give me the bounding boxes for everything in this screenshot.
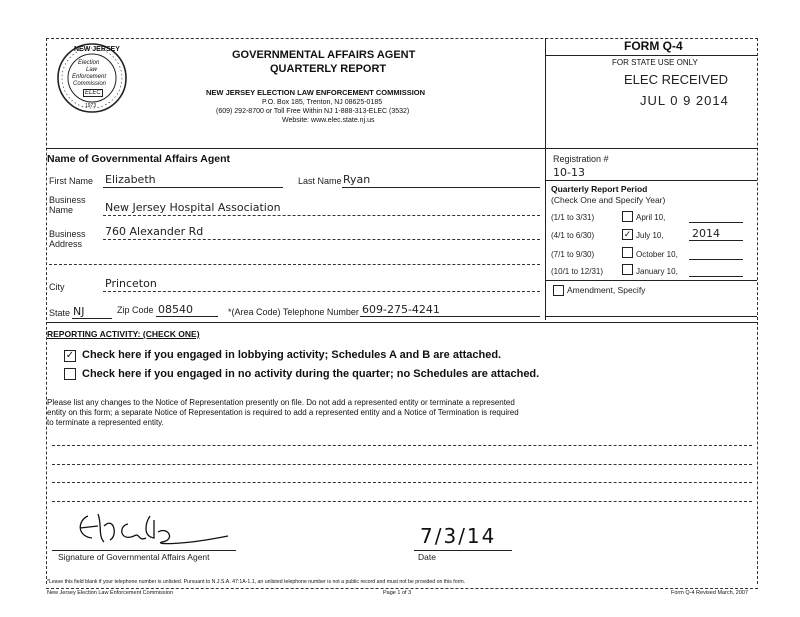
reporting-title: REPORTING ACTIVITY: (CHECK ONE) <box>47 329 200 339</box>
footer-right: Form Q-4 Revised March, 2007 <box>671 590 749 596</box>
agency-phone: (609) 292-8700 or Toll Free Within NJ 1-888-313-ELEC (3532) <box>216 108 410 115</box>
agency-name: NEW JERSEY ELECTION LAW ENFORCEMENT COMMISSION <box>206 88 426 97</box>
last-name-label: Last Name <box>298 176 342 186</box>
amendment-top-line <box>545 280 757 281</box>
seal-top-text: NEW JERSEY <box>74 46 120 53</box>
amendment-checkbox[interactable] <box>553 285 564 296</box>
stamp-date: JUL 0 9 2014 <box>640 93 729 108</box>
period-title: Quarterly Report Period <box>551 184 648 194</box>
period-range-q1: (1/1 to 3/31) <box>551 213 595 222</box>
agency-address: P.O. Box 185, Trenton, NJ 08625-0185 <box>262 99 383 106</box>
period-due-q4: January 10, <box>636 267 678 276</box>
city-label: City <box>49 282 65 292</box>
seal-line-2: Law <box>86 67 98 73</box>
period-due-q3: October 10, <box>636 250 678 259</box>
stamp-received: ELEC RECEIVED <box>624 72 729 87</box>
period-instruction: (Check One and Specify Year) <box>551 195 666 205</box>
seal-initials: ELEC <box>85 90 101 96</box>
last-name-value[interactable]: Ryan <box>343 173 371 186</box>
period-due-q2: July 10, <box>636 231 664 240</box>
state-line <box>72 318 112 319</box>
seal-line-1: Election <box>78 60 100 66</box>
header-bottom-line <box>46 148 758 149</box>
business-address-line-1 <box>103 239 540 240</box>
changes-line-3 <box>52 482 752 483</box>
form-title-line-2: QUARTERLY REPORT <box>270 63 387 75</box>
registration-divider <box>545 148 546 320</box>
city-line <box>103 291 540 292</box>
phone-value[interactable]: 609-275-4241 <box>362 303 440 316</box>
date-value[interactable]: 7/3/14 <box>420 524 497 548</box>
changes-line-2 <box>52 464 752 465</box>
signature-scribble <box>58 506 258 550</box>
seal-line-3: Enforcement <box>72 74 107 80</box>
registration-number[interactable]: 10-13 <box>553 166 585 179</box>
zip-line <box>156 316 218 317</box>
frame-right <box>757 38 758 584</box>
business-name-line <box>103 215 540 216</box>
changes-line-4 <box>52 501 752 502</box>
business-name-label-1: Business <box>49 195 86 205</box>
period-range-q3: (7/1 to 9/30) <box>551 250 595 259</box>
registration-label: Registration # <box>553 154 609 164</box>
date-label: Date <box>418 552 436 562</box>
form-id-underline <box>545 55 757 56</box>
date-line <box>414 550 512 551</box>
period-checkbox-q2[interactable]: ✓ <box>623 229 632 239</box>
period-year-line-q1 <box>689 222 743 223</box>
period-range-q4: (10/1 to 12/31) <box>551 267 604 276</box>
agent-section-title: Name of Governmental Affairs Agent <box>47 153 231 165</box>
period-year-line-q4 <box>689 276 743 277</box>
seal-year: 1973 <box>85 103 97 109</box>
zip-label: Zip Code <box>117 305 154 315</box>
elec-seal <box>56 42 128 114</box>
signature-label: Signature of Governmental Affairs Agent <box>58 552 210 562</box>
seal-line-4: Commission <box>73 81 107 87</box>
state-use-label: FOR STATE USE ONLY <box>612 58 698 67</box>
footer-note: *Leave this field blank if your telephone number is unlisted. Pursuant to N.J.S.A. 47:1A-1.1, an unlisted telephone number is not a public record and must not be provided on this form. <box>47 579 466 585</box>
period-range-q2: (4/1 to 6/30) <box>551 231 595 240</box>
zip-value[interactable]: 08540 <box>158 303 193 316</box>
period-checkbox-q1[interactable] <box>622 211 633 222</box>
no-activity-option-label: Check here if you engaged in no activity during the quarter; no Schedules are attached. <box>82 368 540 380</box>
footer-center: Page 1 of 3 <box>383 590 412 596</box>
period-checkbox-q4[interactable] <box>622 264 633 275</box>
phone-line <box>360 316 540 317</box>
period-year-line-q3 <box>689 259 743 260</box>
period-due-q1: April 10, <box>636 213 666 222</box>
no-activity-checkbox[interactable] <box>64 368 76 380</box>
business-address-value[interactable]: 760 Alexander Rd <box>105 225 204 238</box>
frame-left <box>46 38 47 584</box>
changes-text-line-3: to terminate a represented entity. <box>47 418 164 427</box>
changes-text-line-1: Please list any changes to the Notice of Representation presently on file. Do not add a represented entity or terminate a represented <box>47 398 515 407</box>
agency-website: Website: www.elec.state.nj.us <box>282 117 375 124</box>
lobbying-checkbox[interactable]: ✓ <box>65 350 75 361</box>
footer-left: New Jersey Election Law Enforcement Commission <box>47 590 173 596</box>
form-id: FORM Q-4 <box>624 39 683 53</box>
business-address-line-2 <box>49 264 540 265</box>
period-year-q2[interactable]: 2014 <box>692 227 720 240</box>
period-year-line-q2 <box>689 240 743 241</box>
business-name-value[interactable]: New Jersey Hospital Association <box>105 201 281 214</box>
last-name-line <box>342 187 540 188</box>
lobbying-option-label: Check here if you engaged in lobbying activity; Schedules A and B are attached. <box>82 349 502 361</box>
business-address-label-2: Address <box>49 239 83 249</box>
reporting-top-line <box>46 322 758 323</box>
amendment-label: Amendment, Specify <box>567 285 646 295</box>
registration-line <box>545 180 757 181</box>
first-name-label: First Name <box>49 176 94 186</box>
phone-label: *(Area Code) Telephone Number <box>228 307 359 317</box>
business-name-label-2: Name <box>49 205 74 215</box>
first-name-value[interactable]: Elizabeth <box>105 173 156 186</box>
signature-line <box>52 550 236 551</box>
city-value[interactable]: Princeton <box>105 277 157 290</box>
amendment-line <box>545 316 757 317</box>
changes-text-line-2: entity on this form; a separate Notice of Representation is required to add a represented entity and a Notice of Termination is required <box>47 408 519 417</box>
period-checkbox-q3[interactable] <box>622 247 633 258</box>
first-name-line <box>103 187 283 188</box>
changes-line-1 <box>52 445 752 446</box>
state-label: State <box>49 308 71 318</box>
footer-line <box>46 588 758 589</box>
form-title-line-1: GOVERNMENTAL AFFAIRS AGENT <box>232 49 416 61</box>
state-value[interactable]: NJ <box>73 305 85 318</box>
business-address-label-1: Business <box>49 229 86 239</box>
